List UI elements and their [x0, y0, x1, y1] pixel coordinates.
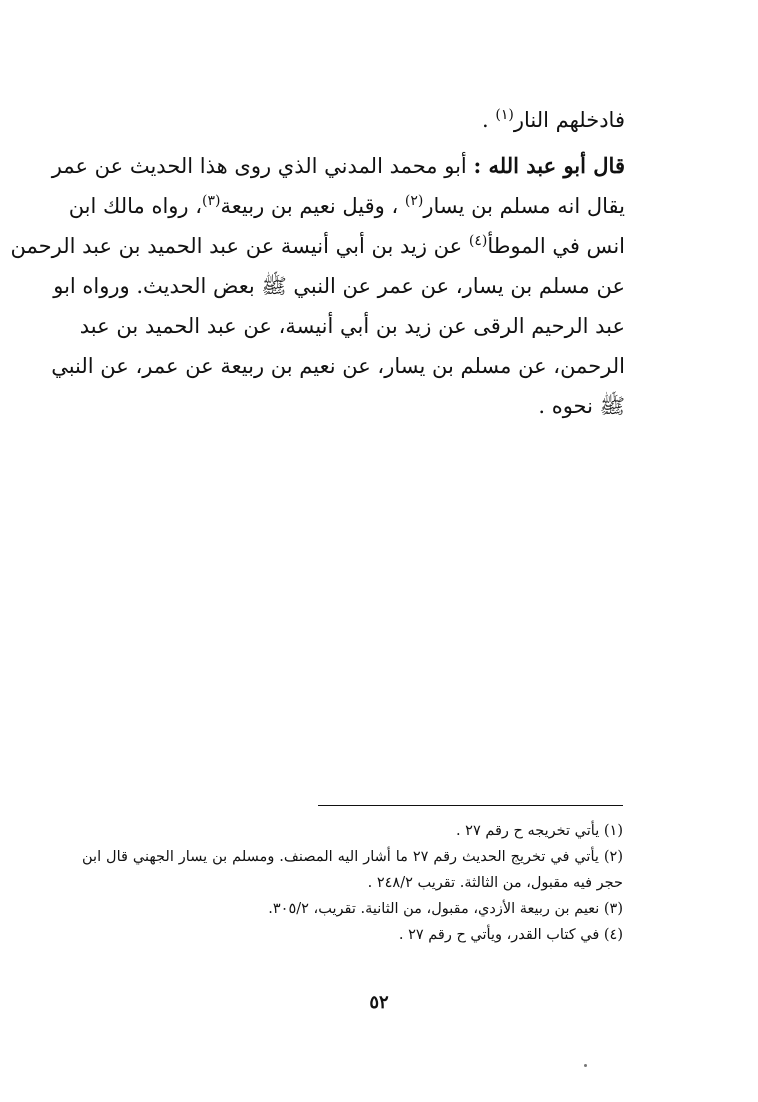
text-segment: ، وقيل نعيم بن ربيعة: [220, 194, 405, 218]
text-line: [80, 100, 625, 140]
main-text: [10, 100, 625, 426]
text-segment: عن زيد بن أبي أنيسة عن عبد الحميد بن عبد الرحمن: [10, 234, 469, 258]
text-segment: فادخلهم النار: [513, 108, 625, 132]
text-line: الرحمن، عن مسلم بن يسار، عن نعيم بن ربيعة عن عمر، عن النبي: [51, 354, 625, 378]
footnote-ref: (١): [495, 107, 514, 123]
text-line: [68, 186, 625, 226]
text-line: عن مسلم بن يسار، عن عمر عن النبي ﷺ بعض الحديث. ورواه ابو: [53, 274, 625, 298]
text-segment: أبو محمد المدني الذي روى هذا الحديث عن عمر: [51, 154, 474, 178]
text-segment: .: [482, 108, 496, 132]
scan-speck: [584, 1064, 587, 1067]
footnote-2: (٢) يأتي في تخريج الحديث رقم ٢٧ ما أشار اليه المصنف. ومسلم بن يسار الجهني قال ابن حجر فيه مقبول، من الثالثة. تقريب ٢٤٨/٢ .: [82, 849, 623, 891]
text-line: ﷺ نحوه .: [538, 394, 625, 418]
text-segment: يقال انه مسلم بن يسار: [423, 194, 625, 218]
text-line: عبد الرحيم الرقى عن زيد بن أبي أنيسة، عن عبد الحميد بن عبد: [79, 314, 625, 338]
page-number: ٥٢: [369, 992, 389, 1013]
footnote-1: (١) يأتي تخريجه ح رقم ٢٧ .: [455, 823, 623, 839]
text-line: [51, 146, 625, 186]
footnote-separator: [318, 805, 623, 806]
text-segment: انس في الموطأ: [487, 234, 625, 258]
author-attribution: قال أبو عبد الله :: [473, 153, 625, 178]
footnote-4: (٤) في كتاب القدر، ويأتي ح رقم ٢٧ .: [398, 927, 623, 943]
text-segment: ، رواه مالك ابن: [68, 194, 203, 218]
footnote-ref: (٤): [468, 233, 488, 249]
footnotes: [82, 818, 623, 948]
footnote-3: (٣) نعيم بن ربيعة الأزدي، مقبول، من الثانية. تقريب، ٣٠٥/٢.: [268, 901, 623, 917]
footnote-ref: (٣): [202, 193, 221, 209]
text-line: [10, 226, 625, 266]
footnote-ref: (٢): [404, 193, 424, 209]
